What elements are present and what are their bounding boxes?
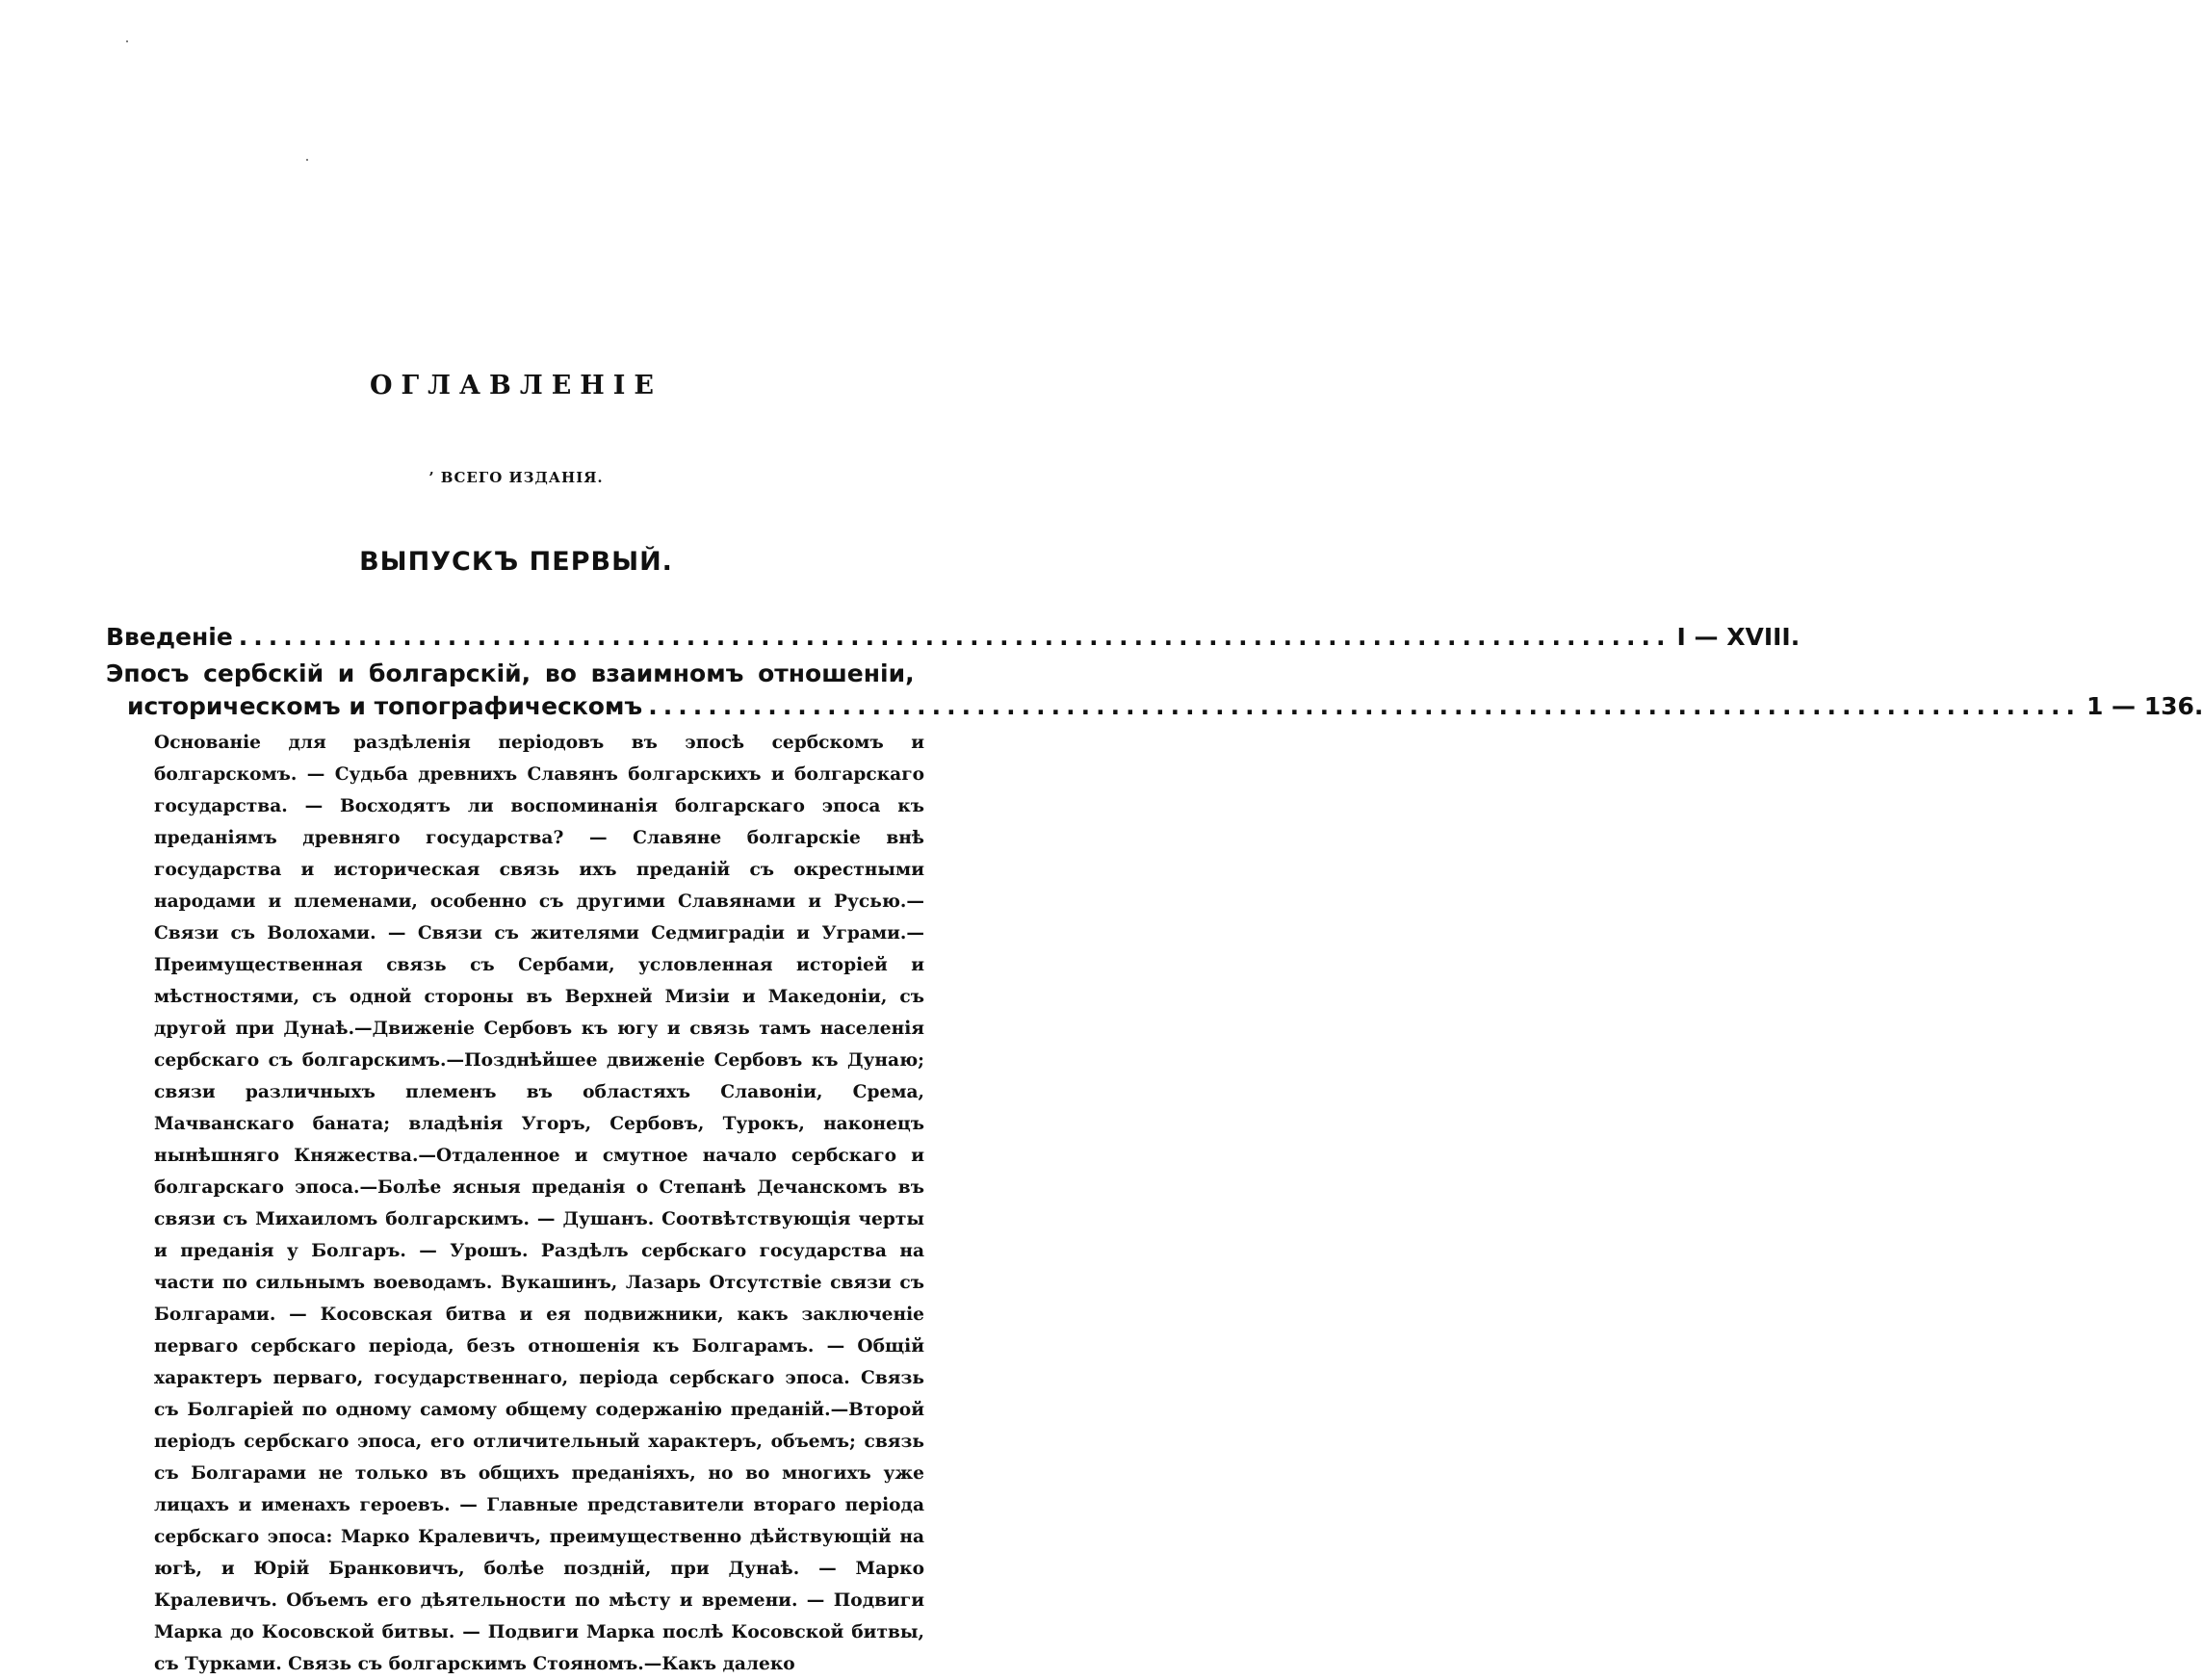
subtitle-text: ВСЕГО ИЗДАНІЯ.: [440, 469, 604, 486]
toc-entry-pages: 1 — 136.: [2086, 692, 2203, 720]
page-title: ОГЛАВЛЕНІЕ: [369, 371, 663, 401]
issue-heading: ВЫПУСКЪ ПЕРВЫЙ.: [359, 547, 673, 577]
scan-speck: [126, 40, 128, 42]
page-subtitle: [0, 469, 1032, 486]
chapter-summary: Основаніе для раздѣленія періодовъ въ эпосѣ сербскомъ и болгарскомъ. — Судьба древнихъ Славянъ болгарскихъ и болгарскаго государства. — Восходятъ ли воспоминанія болгарскаго эпоса къ преданіямъ древняго государства? — Славяне болгарскіе внѣ государства и историческая связь ихъ преданій съ окрестными народами и племенами, особенно съ другими Славянами и Русью.—Связи съ Волохами. — Связи съ жителями Седмиградіи и Уграми.— Преимущественная связь съ Сербами, условленная исторіей и мѣстностями, съ одной стороны въ Верхней Мизіи и Македоніи, съ другой при Дунаѣ.—Движеніе Сербовъ къ югу и связь тамъ населенія сербскаго съ болгарскимъ.—Позднѣйшее движеніе Сербовъ къ Дунаю; связи различныхъ племенъ въ областяхъ Славоніи, Срема, Мачванскаго баната; владѣнія Угоръ, Сербовъ, Турокъ, наконецъ нынѣшняго Княжества.—Отдаленное и смутное начало сербскаго и болгарскаго эпоса.—Болѣе ясныя преданія о Степанѣ Дечанскомъ въ связи съ Михаиломъ болгарскимъ. — Душанъ. Соотвѣтствующія черты и преданія у Болгаръ. — Урошъ. Раздѣлъ сербскаго государства на части по сильнымъ воеводамъ. Вукашинъ, Лазарь Отсутствіе связи съ Болгарами. — Косовская битва и ея подвижники, какъ заключеніе перваго сербскаго періода, безъ отношенія къ Болгарамъ. — Общій характеръ перваго, государственнаго, періода сербскаго эпоса. Связь съ Болгаріей по одному самому общему содержанію преданій.—Второй періодъ сербскаго эпоса, его отличительный характеръ, объемъ; связь съ Болгарами не только въ общихъ преданіяхъ, но во многихъ уже лицахъ и именахъ героевъ. — Главные представители втораго періода сербскаго эпоса: Марко Кралевичъ, преимущественно дѣйствующій на югѣ, и Юрій Бранковичъ, болѣе поздній, при Дунаѣ. — Марко Кралевичъ. Объемъ его дѣятельности по мѣсту и времени. — Подвиги Марка до Косовской битвы. — Подвиги Марка послѣ Косовской битвы, съ Турками. Связь съ болгарскимъ Стояномъ.—Какъ далеко: [154, 733, 924, 1674]
toc-entry-label: Эпосъ сербскій и болгарскій, во взаимномъ отношеніи,: [106, 659, 915, 687]
toc-entry-label-continued: историческомъ и топографическомъ: [127, 692, 643, 720]
toc-leader-dots: ................................................................................................: [238, 623, 1672, 651]
toc-entry-epos-line1: [106, 658, 924, 690]
subtitle-mark: ’: [428, 469, 435, 486]
toc-entry-introduction: [106, 621, 1801, 654]
toc-entry-label: Введеніе: [106, 623, 233, 651]
scan-speck: [306, 159, 308, 161]
toc-leader-dots: ................................................................................................: [648, 692, 2081, 720]
toc-entry-pages: I — XVIII.: [1676, 623, 1801, 651]
toc-entry-epos-line2: [127, 690, 2203, 723]
